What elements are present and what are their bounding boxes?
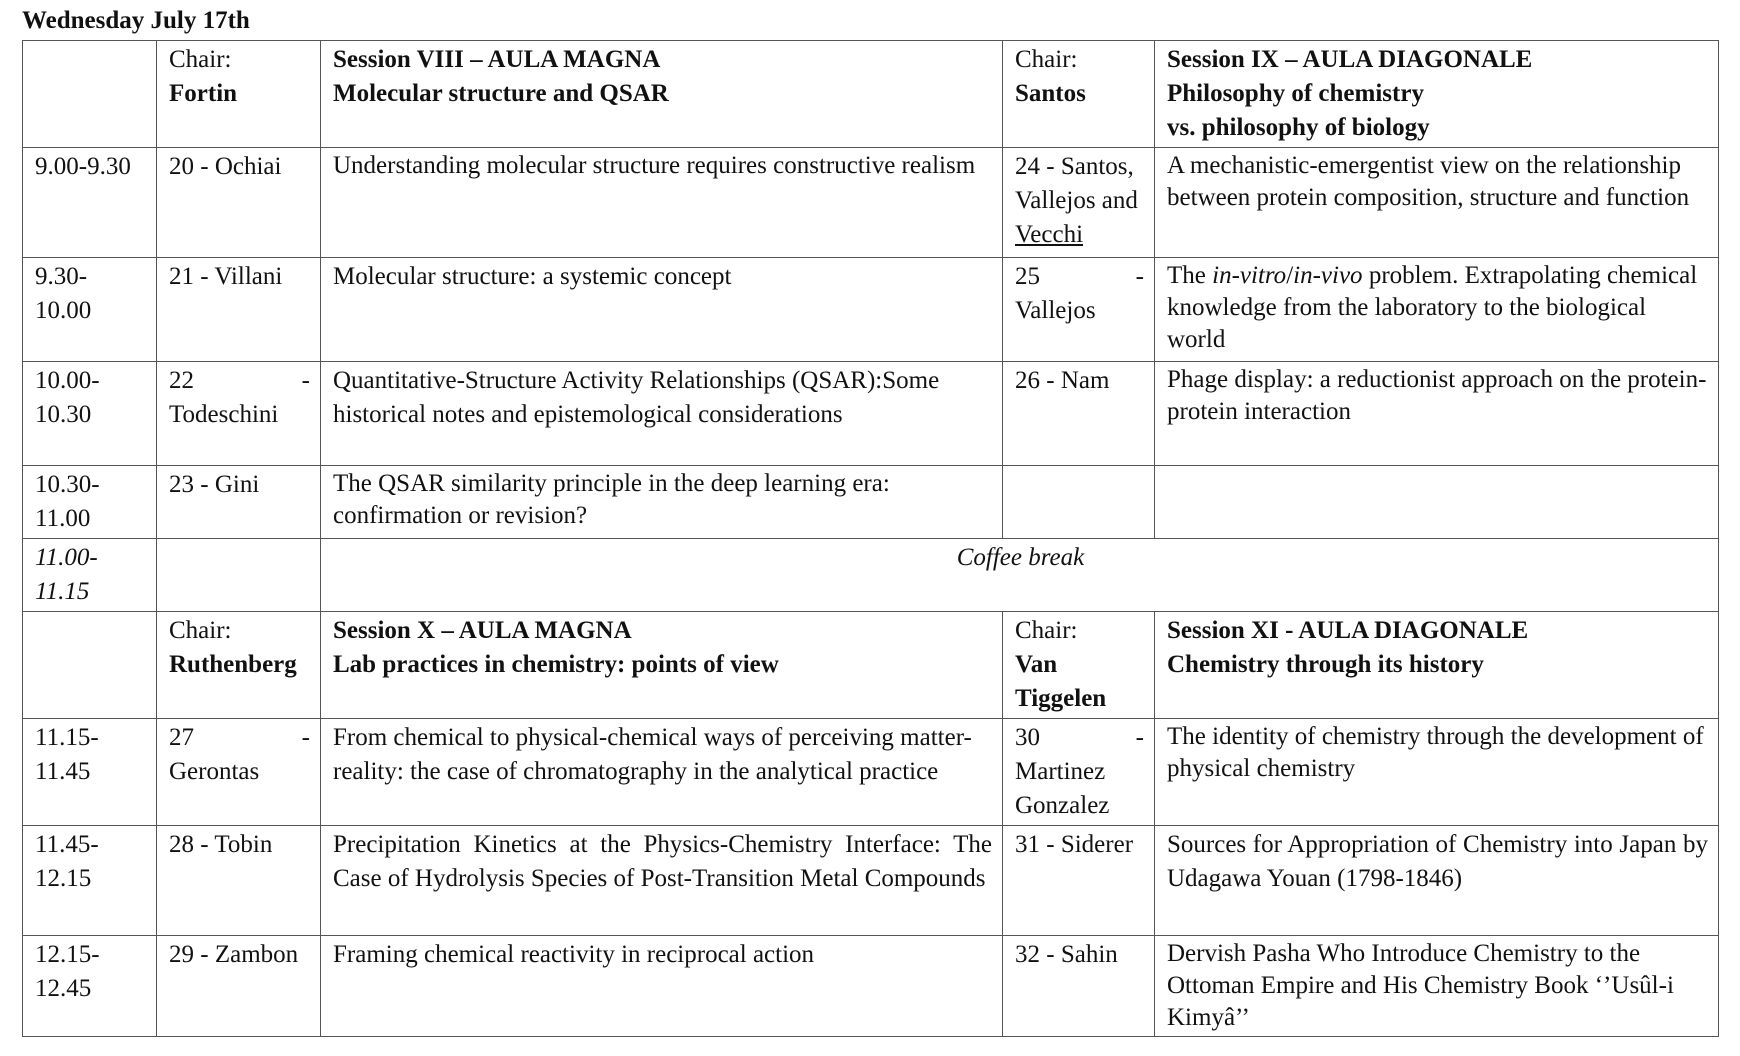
talk-row [23, 936, 1719, 1037]
talk-row [23, 258, 1719, 362]
speaker-cell-empty [1003, 466, 1155, 539]
talk-title: Sources for Appropriation of Chemistry into Japan by Udagawa Youan (1798-1846) [1155, 826, 1719, 936]
talk-row [23, 148, 1719, 258]
time-cell [23, 539, 157, 612]
time-end: 11.15 [35, 578, 90, 605]
talk-title: Understanding molecular structure requires constructive realism [321, 148, 1003, 258]
chair-name: Tiggelen [1015, 685, 1107, 712]
speaker-number-line [169, 364, 310, 398]
coffee-break-label: Coffee break [321, 539, 1719, 612]
time-end: 12.15 [35, 865, 92, 892]
speaker-cell: 23 - Gini [157, 466, 321, 539]
speaker-cell: 26 - Nam [1003, 362, 1155, 466]
speaker-cell: 32 - Sahin [1003, 936, 1155, 1037]
chair-name: Ruthenberg [169, 651, 297, 678]
speaker-dash: - [1135, 263, 1144, 290]
speaker-cell: 29 - Zambon [157, 936, 321, 1037]
session-topic: Chemistry through its history [1167, 651, 1484, 678]
session-name: Session IX – AULA DIAGONALE [1167, 46, 1533, 73]
speaker-dash: - [1135, 724, 1144, 751]
title-italic: in-vitro [1212, 262, 1287, 289]
chair-cell [157, 41, 321, 148]
talk-title: The QSAR similarity principle in the deep learning era: confirmation or revision? [321, 466, 1003, 539]
time-cell [23, 466, 157, 539]
session-topic: Molecular structure and QSAR [333, 80, 669, 107]
session-header [321, 612, 1003, 719]
time-cell [23, 258, 157, 362]
time-cell: 9.00-9.30 [23, 148, 157, 258]
speaker-number-line [1015, 260, 1144, 294]
session-topic: vs. philosophy of biology [1167, 114, 1430, 141]
time-cell [23, 936, 157, 1037]
time-end: 11.45 [35, 758, 91, 785]
break-row [23, 539, 1719, 612]
time-start: 12.15- [35, 941, 100, 968]
day-title: Wednesday July 17th [22, 7, 250, 34]
chair-label: Chair: [1015, 617, 1078, 644]
talk-title: Framing chemical reactivity in reciprocal action [321, 936, 1003, 1037]
chair-label: Chair: [169, 617, 232, 644]
speaker-number: 22 [169, 367, 194, 394]
speaker-dash: - [301, 724, 310, 751]
chair-cell [1003, 612, 1155, 719]
schedule-table [22, 40, 1719, 1037]
session-header [1155, 41, 1719, 148]
session-header-row [23, 41, 1719, 148]
speaker-number-line [1015, 721, 1144, 755]
time-start: 9.30- [35, 263, 88, 290]
time-end: 12.45 [35, 975, 92, 1002]
speaker-name: Vallejos [1015, 297, 1096, 324]
chair-cell [157, 612, 321, 719]
chair-name: Van [1015, 651, 1058, 678]
speaker-cell [1003, 258, 1155, 362]
speaker-text-underlined: Vecchi [1015, 221, 1084, 248]
title-text: problem. Extrapolating chemical knowledge from the laboratory to the biological world [1167, 262, 1698, 353]
session-name: Session VIII – AULA MAGNA [333, 46, 661, 73]
talk-row [23, 362, 1719, 466]
talk-title-empty [1155, 466, 1719, 539]
chair-name: Fortin [169, 80, 238, 107]
session-topic: Lab practices in chemistry: points of view [333, 651, 779, 678]
speaker-cell [157, 719, 321, 826]
time-cell [23, 826, 157, 936]
speaker-cell [1003, 719, 1155, 826]
time-cell [23, 362, 157, 466]
time-cell [23, 719, 157, 826]
time-end: 11.00 [35, 505, 91, 532]
session-header-row [23, 612, 1719, 719]
talk-row [23, 466, 1719, 539]
speaker-cell: 31 - Siderer [1003, 826, 1155, 936]
title-text: / [1286, 262, 1294, 289]
talk-title: Precipitation Kinetics at the Physics-Chemistry Interface: The Case of Hydrolysis Species of Post-Transition Metal Compounds [321, 826, 1003, 936]
chair-label: Chair: [1015, 46, 1078, 73]
session-header [321, 41, 1003, 148]
speaker-number: 25 [1015, 263, 1040, 290]
time-end: 10.30 [35, 401, 92, 428]
speaker-cell: 28 - Tobin [157, 826, 321, 936]
talk-title: Quantitative-Structure Activity Relationships (QSAR):Some historical notes and epistemological considerations [321, 362, 1003, 466]
speaker-text: 24 - Santos, Vallejos and [1015, 153, 1138, 214]
talk-title: The identity of chemistry through the development of physical chemistry [1155, 719, 1719, 826]
speaker-name: Gerontas [169, 758, 260, 785]
talk-title [1155, 258, 1719, 362]
speaker-name: Todeschini [169, 401, 279, 428]
speaker-dash: - [301, 367, 310, 394]
talk-title: Dervish Pasha Who Introduce Chemistry to the Ottoman Empire and His Chemistry Book ‘’Usûl-i Kimyâ’’ [1155, 936, 1719, 1037]
time-cell-empty [23, 612, 157, 719]
speaker-cell-empty [157, 539, 321, 612]
talk-title: Phage display: a reductionist approach on the protein-protein interaction [1155, 362, 1719, 466]
speaker-cell [157, 362, 321, 466]
time-cell-empty [23, 41, 157, 148]
speaker-cell: 20 - Ochiai [157, 148, 321, 258]
session-name: Session X – AULA MAGNA [333, 617, 632, 644]
talk-title: From chemical to physical-chemical ways of perceiving matter-reality: the case of chromatography in the analytical practice [321, 719, 1003, 826]
title-italic: in-vivo [1293, 262, 1363, 289]
speaker-number: 30 [1015, 724, 1040, 751]
speaker-number: 27 [169, 724, 194, 751]
time-start: 11.45- [35, 831, 99, 858]
time-start: 11.15- [35, 724, 99, 751]
session-topic: Philosophy of chemistry [1167, 80, 1424, 107]
session-name: Session XI - AULA DIAGONALE [1167, 617, 1529, 644]
speaker-cell: 21 - Villani [157, 258, 321, 362]
time-start: 10.30- [35, 471, 100, 498]
time-start: 11.00- [35, 544, 98, 571]
talk-title: Molecular structure: a systemic concept [321, 258, 1003, 362]
talk-title: A mechanistic-emergentist view on the relationship between protein composition, structure and function [1155, 148, 1719, 258]
talk-row [23, 826, 1719, 936]
speaker-number-line [169, 721, 310, 755]
talk-row [23, 719, 1719, 826]
chair-label: Chair: [169, 46, 232, 73]
chair-cell [1003, 41, 1155, 148]
session-header [1155, 612, 1719, 719]
chair-name: Santos [1015, 80, 1086, 107]
speaker-name: Martinez Gonzalez [1015, 758, 1110, 819]
speaker-cell [1003, 148, 1155, 258]
title-text: The [1167, 262, 1213, 289]
time-end: 10.00 [35, 297, 92, 324]
time-start: 10.00- [35, 367, 100, 394]
